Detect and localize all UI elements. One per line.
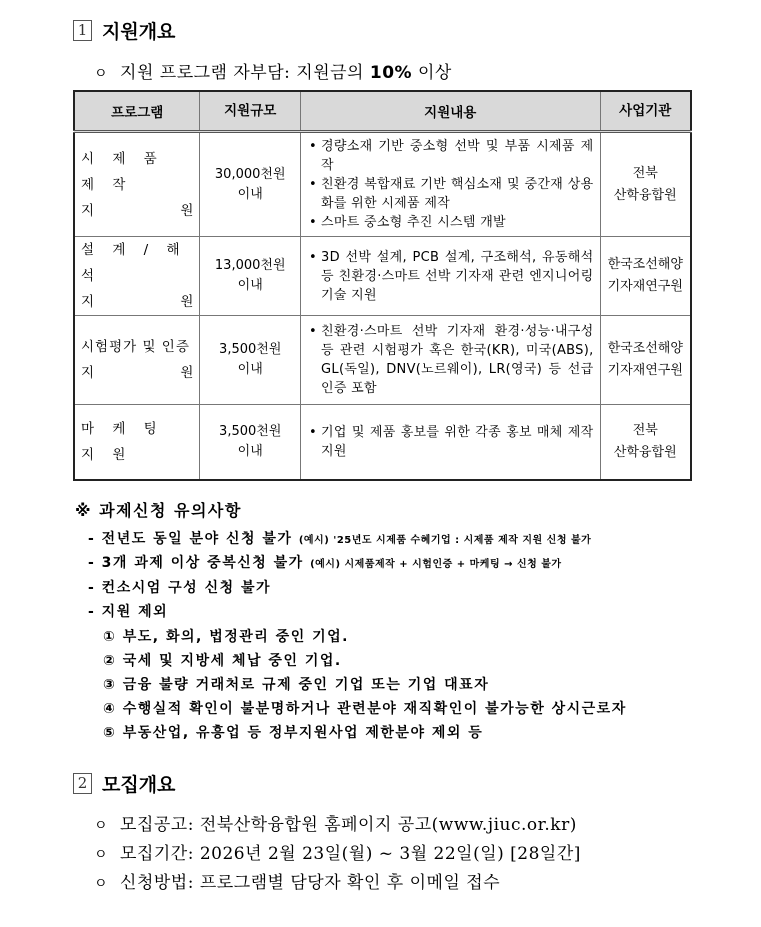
note-item (88, 552, 562, 572)
org-line-1: 한국조선해양 (607, 341, 683, 356)
section-title: 지원개요 (102, 21, 176, 43)
program-name: 설 계 / 해 석 (81, 242, 187, 284)
program-name: 시 제 품 제 작 (81, 150, 164, 193)
note-main: - 컨소시엄 구성 신청 불가 (88, 580, 272, 596)
self-payment-suffix: 이상 (412, 63, 452, 83)
org-line-2: 기자재연구원 (607, 363, 683, 378)
org-line-2: 기자재연구원 (607, 279, 683, 294)
scale-limit: 이내 (237, 443, 263, 459)
organization-cell (600, 316, 691, 405)
recruit-period: 모집기간: 2026년 2월 23일(월) ~ 3월 22일(일) [28일간] (120, 844, 581, 864)
scale-cell (200, 237, 301, 316)
organization-cell (600, 405, 691, 480)
org-line-1: 전북 (632, 422, 658, 438)
note-item (88, 577, 271, 597)
scale-cell (200, 132, 301, 237)
content-item: • 친환경 복합재료 기반 핵심소재 및 중간재 상용화를 위한 시제품 제작 (309, 175, 593, 213)
scale-cell (200, 405, 301, 480)
section-1-heading (73, 17, 175, 44)
note-example: (예시) 시제품제작 + 시험인증 + 마케팅 → 신청 불가 (310, 559, 562, 570)
table-row (74, 237, 691, 316)
section-number-box: 2 (73, 773, 92, 794)
recruit-line (94, 839, 581, 864)
content-item: • 3D 선박 설계, PCB 설계, 구조해석, 유동해석 등 친환경·스마트 선박 기자재 관련 엔지니어링 기술 지원 (309, 248, 593, 305)
program-name: 마 케 팅 지 원 (81, 420, 164, 463)
section-2-heading (73, 770, 175, 797)
org-line-2: 산학융합원 (613, 444, 677, 460)
organization-cell (600, 132, 691, 237)
table-row (74, 132, 691, 237)
content-cell (301, 237, 600, 316)
content-cell (301, 316, 600, 405)
header-organization: 사업기관 (600, 91, 691, 132)
scale-amount: 13,000천원 (214, 258, 286, 273)
program-table (73, 90, 692, 481)
program-name-2a: 지 (81, 294, 95, 310)
scale-cell (200, 316, 301, 405)
self-payment-text: 지원 프로그램 자부담: 지원금의 (120, 63, 370, 83)
circle-bullet-icon: ㅇ (94, 876, 109, 892)
circle-bullet-icon: ㅇ (94, 66, 109, 82)
scale-amount: 3,500천원 (219, 423, 282, 439)
exclusion-item: ④ 수행실적 확인이 불분명하거나 관련분야 재직확인이 불가능한 상시근로자 (103, 701, 627, 717)
note-item (88, 601, 168, 621)
program-name-2b: 원 (180, 294, 194, 310)
org-line-1: 전북 (632, 165, 658, 181)
program-cell (74, 405, 200, 480)
table-header-row (74, 91, 691, 132)
header-scale: 지원규모 (200, 91, 301, 132)
exclusion-item: ① 부도, 화의, 법정관리 중인 기업. (103, 629, 349, 645)
section-number-box: 1 (73, 20, 92, 41)
scale-amount: 3,500천원 (219, 342, 282, 357)
program-name-2b: 원 (180, 365, 194, 381)
program-name-2a: 지 (81, 202, 95, 219)
note-main: - 3개 과제 이상 중복신청 불가 (88, 555, 311, 571)
note-item (88, 528, 591, 548)
content-item: • 기업 및 제품 홍보를 위한 각종 홍보 매체 제작 지원 (309, 423, 593, 461)
note-main: - 전년도 동일 분야 신청 불가 (88, 531, 299, 547)
header-program: 프로그램 (74, 91, 200, 132)
content-item: • 경량소재 기반 중소형 선박 및 부품 시제품 제작 (309, 137, 593, 175)
note-main: - 지원 제외 (88, 604, 169, 620)
table-row (74, 405, 691, 480)
table-row (74, 316, 691, 405)
scale-amount: 30,000천원 (214, 166, 286, 182)
self-payment-percent: 10% (369, 63, 413, 83)
scale-limit: 이내 (237, 278, 263, 293)
content-cell (301, 405, 600, 480)
org-line-2: 산학융합원 (613, 187, 677, 203)
header-content: 지원내용 (301, 91, 600, 132)
program-name: 시험평가 및 인증 (81, 339, 190, 355)
program-cell (74, 132, 200, 237)
content-item: • 친환경·스마트 선박 기자재 환경·성능·내구성 등 관련 시험평가 혹은 한국(KR), 미국(ABS), GL(독일), DNV(노르웨이), LR(영국) 등 선급 인증 포함 (309, 322, 593, 398)
program-name-2b: 원 (180, 202, 194, 219)
circle-bullet-icon: ㅇ (94, 818, 109, 834)
circle-bullet-icon: ㅇ (94, 847, 109, 863)
recruit-line (94, 810, 577, 835)
self-payment-line (94, 58, 452, 83)
program-cell (74, 316, 200, 405)
content-item: • 스마트 중소형 추진 시스템 개발 (309, 213, 593, 232)
exclusion-item: ③ 금융 불량 거래처로 규제 중인 기업 또는 기업 대표자 (103, 677, 490, 693)
program-cell (74, 237, 200, 316)
program-name-2a: 지 (81, 365, 95, 381)
exclusion-item: ⑤ 부동산업, 유흥업 등 정부지원사업 제한분야 제외 등 (103, 725, 484, 741)
scale-limit: 이내 (237, 186, 263, 202)
recruit-line (94, 868, 500, 893)
scale-limit: 이내 (237, 362, 263, 377)
note-example: (예시) '25년도 시제품 수혜기업 : 시제품 제작 지원 신청 불가 (298, 535, 592, 546)
recruit-notice: 모집공고: 전북산학융합원 홈페이지 공고(www.jiuc.or.kr) (120, 815, 577, 835)
recruit-method: 신청방법: 프로그램별 담당자 확인 후 이메일 접수 (120, 873, 501, 893)
org-line-1: 한국조선해양 (607, 257, 683, 272)
exclusion-item: ② 국세 및 지방세 체납 중인 기업. (103, 653, 342, 669)
content-cell (301, 132, 600, 237)
section-title: 모집개요 (102, 774, 176, 796)
notes-title: ※ 과제신청 유의사항 (75, 501, 242, 520)
organization-cell (600, 237, 691, 316)
